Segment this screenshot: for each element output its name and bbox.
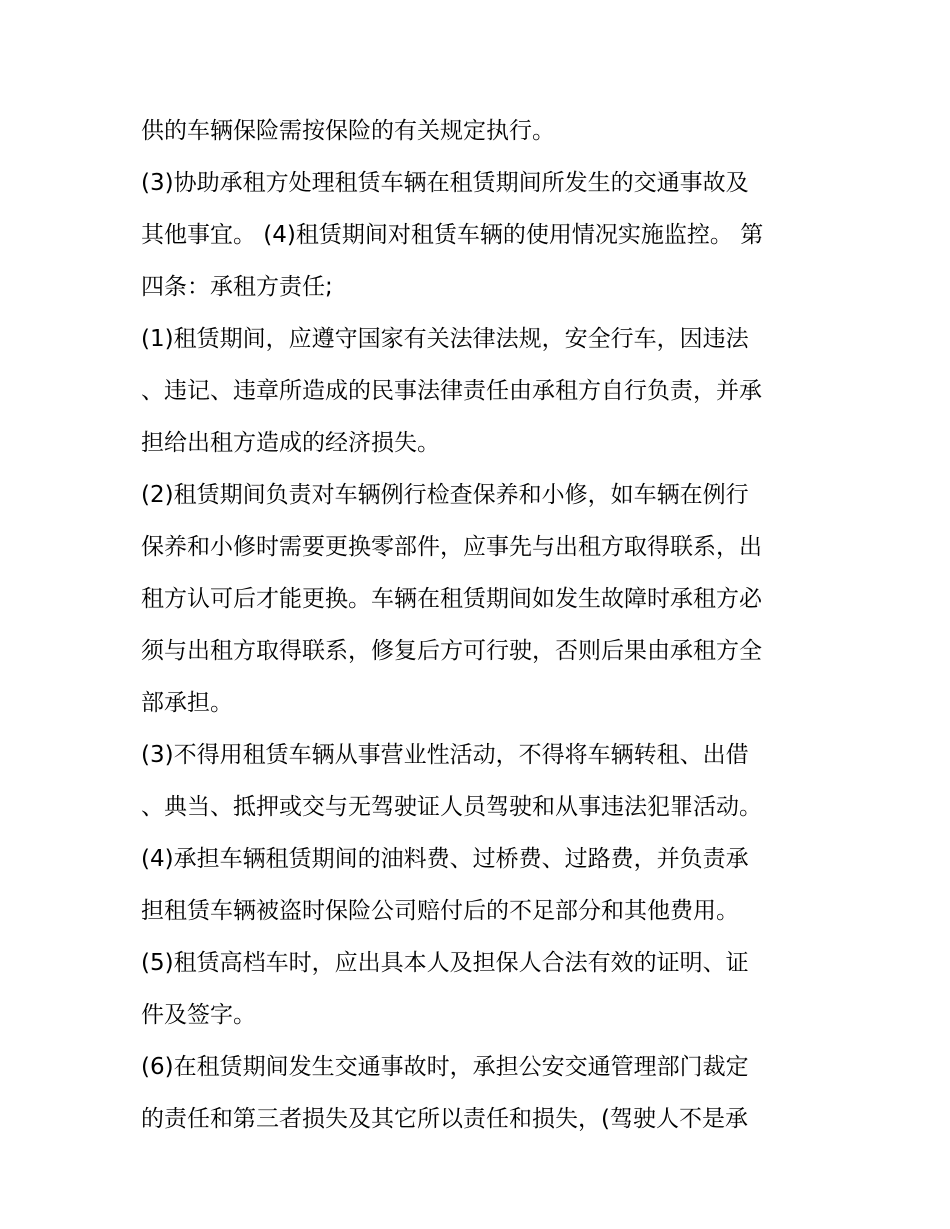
text-line: 部承担。 xyxy=(141,690,233,716)
text-line: 件及签字。 xyxy=(141,1002,256,1028)
text-line: (3)协助承租方处理租赁车辆在租赁期间所发生的交通事故及 xyxy=(141,170,749,196)
text-line: 租方认可后才能更换。车辆在租赁期间如发生故障时承租方必 xyxy=(141,586,762,612)
text-line: (3)不得用租赁车辆从事营业性活动，不得将车辆转租、出借 xyxy=(141,742,749,768)
text-line: 保养和小修时需要更换零部件，应事先与出租方取得联系，出 xyxy=(141,534,762,560)
text-line: 四条：承租方责任; xyxy=(141,274,333,300)
text-line: 、典当、抵押或交与无驾驶证人员驾驶和从事违法犯罪活动。 xyxy=(141,794,762,820)
text-line: 担给出租方造成的经济损失。 xyxy=(141,430,440,456)
text-line: (6)在租赁期间发生交通事故时，承担公安交通管理部门裁定 xyxy=(141,1054,749,1080)
text-line: (1)租赁期间，应遵守国家有关法律法规，安全行车，因违法 xyxy=(141,326,749,352)
document-body xyxy=(141,105,821,1145)
text-line: 、违记、违章所造成的民事法律责任由承租方自行负责，并承 xyxy=(141,378,762,404)
text-line: (4)承担车辆租赁期间的油料费、过桥费、过路费，并负责承 xyxy=(141,846,749,872)
text-line: 供的车辆保险需按保险的有关规定执行。 xyxy=(141,118,555,144)
text-line: 其他事宜。 (4)租赁期间对租赁车辆的使用情况实施监控。 第 xyxy=(141,222,764,248)
text-line: 担租赁车辆被盗时保险公司赔付后的不足部分和其他费用。 xyxy=(141,898,739,924)
text-line: 的责任和第三者损失及其它所以责任和损失，(驾驶人不是承 xyxy=(141,1106,748,1132)
text-line: 须与出租方取得联系，修复后方可行驶，否则后果由承租方全 xyxy=(141,638,762,664)
text-line: (2)租赁期间负责对车辆例行检查保养和小修，如车辆在例行 xyxy=(141,482,749,508)
text-line: (5)租赁高档车时，应出具本人及担保人合法有效的证明、证 xyxy=(141,950,749,976)
